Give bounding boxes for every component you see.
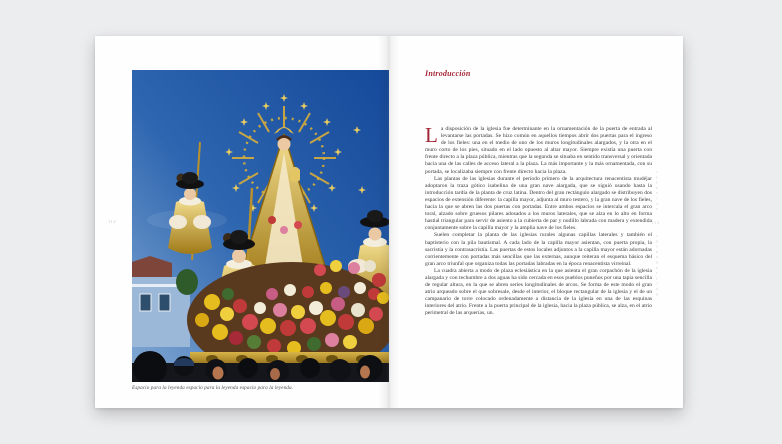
photo-illustration (132, 70, 389, 382)
drop-cap: L (425, 123, 438, 147)
body-paragraph-3: Suelen completar la planta de las iglesias rurales algunas capillas laterales y también el baptisterio con la pila bautismal. A cada lado de la capilla mayor asientan, con puerta propia, la sacristía y la contrasacristía. Las puertas de estos locales adjuntos a la capilla mayor están adornadas corrientemente con portadas más sencillas que las externas, aunque reiteran el esquema básico del gran arco triunfal que organiza todas las portadas labradas en la época renacentista virreinal. (425, 232, 652, 267)
background-building (132, 256, 198, 347)
margin-running-title-top: IGLESIAS (655, 170, 659, 213)
body-paragraph-1 (425, 123, 652, 176)
procession-photo (132, 70, 389, 382)
chapter-heading: Introducción (425, 69, 471, 78)
book-spread (95, 36, 683, 408)
photo-caption: Espacio para la leyenda espacio para la leyenda espacio para la leyenda. (132, 385, 294, 391)
left-page-number: 112 (108, 219, 117, 224)
body-text (425, 123, 652, 318)
margin-page-marker: · 113 · (647, 220, 665, 225)
body-paragraph-4: La cuadra abierta a modo de plaza eclesiástica en la que asienta el gran corpachón de la iglesia alargada y con techumbre a dos aguas ha sido cercada en esos pueblos puneños por una tapia sencilla de regular altura, en la que se abren series longitudinales de arcos. Se forma de este modo el gran atrio arqueado sobre el que sobresale, desde el interior, el bloque rectangular de la iglesia y el de un campanario de torre colocado ordenadamente a distancia de la iglesia en una de las esquinas interiores del atrio. Frente a la puerta principal de la iglesia, hacia la plaza pública, se alza, en el atrio perimetral de las arquerías, un. (425, 267, 652, 317)
margin-running-title-bottom: INTRODUCCIÓN (655, 234, 659, 298)
body-paragraph-2: Las plantas de las iglesias durante el período primero de la arquitectura renacentista mudéjar adoptaron la traza gótico isabelina de una gran nave alargada, que se siguió usando hasta la introducción tardía de la planta de cruz latina. Dentro del gran rectángulo alargado se distribuyen dos espacios de extensión diferente: la capilla mayor, adjunta al muro testero, y la gran nave de los fieles, hacia la que se abren las dos puertas con portadas. Entre ambos espacios se intercala el gran arco toral, alzado sobre gruesos pilares adosados a los muros laterales, que se alza en lo alto en forma hastial triangular para servir de asiento a la cubierta de par y nudillo labrada con madera y extendida conjuntamente sobre la capilla mayor y la amplia nave de los fieles. (425, 175, 652, 232)
paragraph-1-text: a disposición de la iglesia fue determinante en la ornamentación de la puerta de entrada al levantarse las portadas. Se hizo común en aquellos tiempos abrir dos puertas para el ingreso de los fieles: una en el medio de uno de los muros longitudinales alargados, y la otra en el muro corto de los pies, situado en el lado opuesto al altar mayor. Siempre existía una puerta con frente directo a la plaza pública, mientras que la segunda se situaba en sentido transversal y orientada hacia una de las calles de acceso lateral a la plaza. La más importante y la más ornamentada, con su portada, se localizaba siempre con frente directo hacia la plaza. (425, 126, 652, 175)
